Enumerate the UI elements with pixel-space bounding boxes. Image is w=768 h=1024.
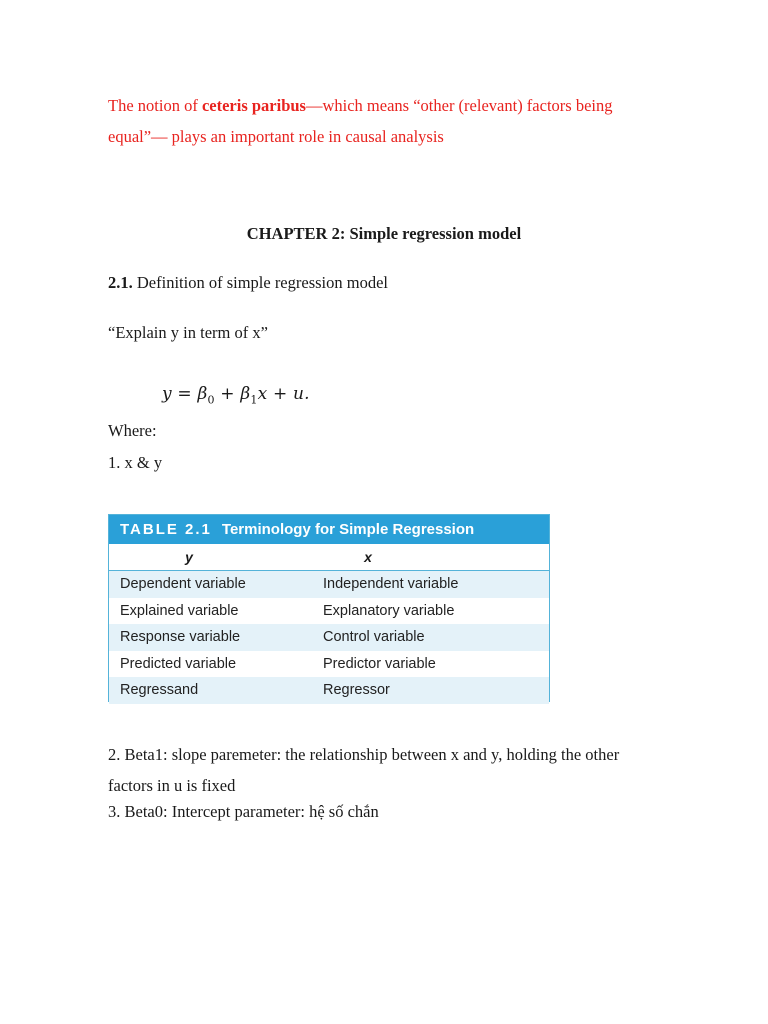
table-cell-y: Regressand — [120, 682, 199, 698]
table-cell-y: Explained variable — [120, 602, 239, 619]
regression-equation — [162, 384, 310, 406]
table-cell-x: Control variable — [323, 629, 425, 645]
intro-text-before: The notion of — [108, 96, 202, 115]
list-item-1: 1. x & y — [108, 453, 163, 472]
section-heading — [108, 273, 388, 293]
section-title: Definition of simple regression model — [132, 273, 388, 292]
section-number: 2.1. — [108, 273, 133, 292]
table-cell-y: Predicted variable — [120, 655, 237, 672]
equation-rhs: x + u. — [257, 384, 310, 404]
where-label: Where: — [108, 421, 157, 440]
equation-sub1: 1 — [250, 393, 258, 407]
table-cell-x: Explanatory variable — [323, 602, 455, 619]
list-item-2: 2. Beta1: slope paremeter: the relationship between x and y, holding the other factors in u is fixed — [108, 745, 620, 795]
table-title-bar — [109, 515, 549, 544]
table-number: TABLE 2.1 — [120, 521, 212, 538]
table-cell-y: Dependent variable — [120, 576, 246, 592]
table-cell-x: Predictor variable — [323, 655, 436, 672]
intro-paragraph — [108, 90, 668, 152]
table-title: Terminology for Simple Regression — [221, 521, 475, 538]
table-header-x: x — [364, 549, 372, 565]
intro-text-after: —which means “other (relevant) factors being equal”— plays an important role in causal analysis — [108, 96, 613, 146]
table-header-y: y — [185, 549, 193, 565]
equation-mid: + β — [214, 384, 251, 404]
intro-term: ceteris paribus — [201, 96, 306, 115]
table-row — [109, 598, 549, 625]
table-row — [109, 571, 549, 598]
quote-line: “Explain y in term of x” — [108, 323, 268, 342]
table-cell-x: Independent variable — [323, 576, 459, 592]
terminology-table — [108, 514, 550, 702]
equation-sub0: 0 — [207, 393, 215, 407]
table-header-row — [109, 544, 549, 571]
table-cell-y: Response variable — [120, 629, 241, 645]
equation-lhs: y = β — [162, 384, 208, 404]
table-row — [109, 677, 549, 704]
chapter-title: CHAPTER 2: Simple regression model — [246, 224, 522, 243]
table-row — [109, 651, 549, 678]
table-cell-x: Regressor — [323, 682, 390, 698]
list-item-3: 3. Beta0: Intercept parameter: hệ số chắn — [108, 802, 379, 821]
table-row — [109, 624, 549, 651]
